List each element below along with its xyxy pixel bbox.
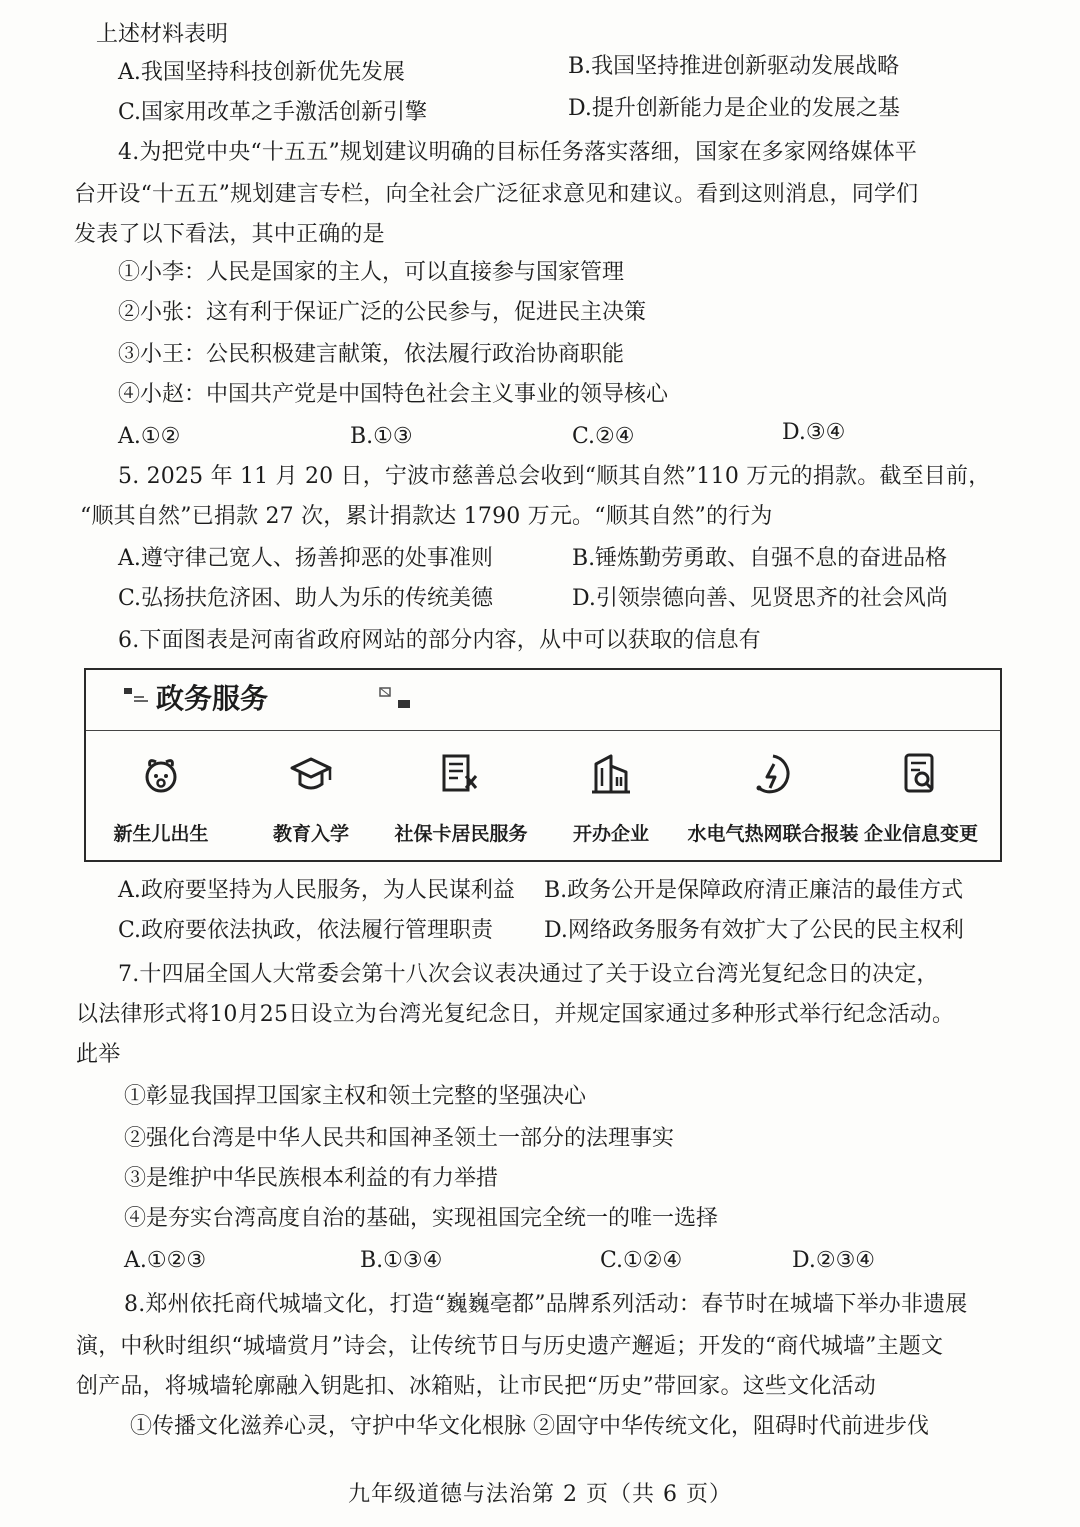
q4-statement-3: ③小王：公民积极建言献策，依法履行政治协商职能 <box>118 342 625 367</box>
q3-tail: 上述材料表明 <box>96 22 229 47</box>
q6-option-c: C.政府要依法执政，依法履行管理职责 <box>118 918 494 943</box>
q5-stem-line-2: “顺其自然”已捐款 27 次，累计捐款达 1790 万元。“顺其自然”的行为 <box>80 504 773 529</box>
q4-option-b: B.①③ <box>350 424 413 449</box>
q4-option-a: A.①② <box>118 424 181 449</box>
q4-stem-line-3: 发表了以下看法，其中正确的是 <box>74 222 385 247</box>
q7-statement-4: ④是夯实台湾高度自治的基础，实现祖国完全统一的唯一选择 <box>124 1206 719 1231</box>
service-label-utilities: 水电气热网联合报装 <box>687 823 859 845</box>
service-label-social-security: 社保卡居民服务 <box>394 823 528 845</box>
service-label-enterprise-change: 企业信息变更 <box>863 823 978 845</box>
q5-stem-line-1: 5. 2025 年 11 月 20 日，宁波市慈善总会收到“顺其自然”110 万元的捐款。截至目前， <box>118 464 991 489</box>
q6-stem: 6.下面图表是河南省政府网站的部分内容，从中可以获取的信息有 <box>118 628 761 653</box>
q6-option-d: D.网络政务服务有效扩大了公民的民主权利 <box>544 918 964 943</box>
decor-right-icon <box>378 686 414 716</box>
q7-option-d: D.②③④ <box>792 1248 876 1273</box>
q5-option-b: B.锤炼勤劳勇敢、自强不息的奋进品格 <box>572 546 948 571</box>
q8-stem-line-2: 演，中秋时组织“城墙赏月”诗会，让传统节日与历史遗产邂逅；开发的“商代城墙”主题文 <box>76 1334 944 1359</box>
q7-stem-line-2: 以法律形式将10月25日设立为台湾光复纪念日，并规定国家通过多种形式举行纪念活动。 <box>76 1002 955 1027</box>
q7-statement-2: ②强化台湾是中华人民共和国神圣领土一部分的法理事实 <box>124 1126 675 1151</box>
q5-option-c: C.弘扬扶危济困、助人为乐的传统美德 <box>118 586 494 611</box>
baby-icon <box>136 750 186 800</box>
q6-option-b: B.政务公开是保障政府清正廉洁的最佳方式 <box>544 878 964 903</box>
q4-statement-1: ①小李：人民是国家的主人，可以直接参与国家管理 <box>118 260 625 285</box>
q4-statement-2: ②小张：这有利于保证广泛的公民参与，促进民主决策 <box>118 300 647 325</box>
q4-stem-line-1: 4.为把党中央“十五五”规划建议明确的目标任务落实落细，国家在多家网络媒体平 <box>118 140 918 165</box>
q3-option-d: D.提升创新能力是企业的发展之基 <box>568 96 900 121</box>
q6-option-a: A.政府要坚持为人民服务，为人民谋利益 <box>118 878 515 903</box>
service-item-newborn[interactable] <box>86 750 236 850</box>
gov-service-panel <box>84 668 1002 862</box>
q4-stem-line-2: 台开设“十五五”规划建言专栏，向全社会广泛征求意见和建议。看到这则消息，同学们 <box>74 182 919 207</box>
q8-statements-line: ①传播文化滋养心灵，守护中华文化根脉 ②固守中华传统文化，阻碍时代前进步伐 <box>130 1414 929 1439</box>
q7-stem-line-3: 此举 <box>76 1042 121 1067</box>
service-item-social-security[interactable] <box>386 750 536 850</box>
decor-left-icon <box>122 686 152 716</box>
q4-statement-4: ④小赵：中国共产党是中国特色社会主义事业的领导核心 <box>118 382 669 407</box>
q7-option-a: A.①②③ <box>124 1248 207 1273</box>
q3-option-a: A.我国坚持科技创新优先发展 <box>118 60 405 85</box>
service-label-newborn: 新生儿出生 <box>113 823 209 845</box>
q7-option-b: B.①③④ <box>360 1248 443 1273</box>
document-search-icon <box>896 750 946 800</box>
q8-stem-line-3: 创产品，将城墙轮廓融入钥匙扣、冰箱贴，让市民把“历史”带回家。这些文化活动 <box>76 1374 876 1399</box>
page-footer: 九年级道德与法治第 2 页（共 6 页） <box>348 1482 732 1507</box>
q7-option-c: C.①②④ <box>600 1248 683 1273</box>
service-item-open-business[interactable] <box>536 750 686 850</box>
graduation-cap-icon <box>286 750 336 800</box>
gov-service-title: 政务服务 <box>156 682 269 715</box>
utility-bolt-icon <box>748 750 798 800</box>
q4-option-d: D.③④ <box>782 420 846 445</box>
gov-service-panel-header <box>86 670 1000 731</box>
q5-option-d: D.引领崇德向善、见贤思齐的社会风尚 <box>572 586 948 611</box>
service-item-education[interactable] <box>236 750 386 850</box>
q7-statement-1: ①彰显我国捍卫国家主权和领土完整的坚强决心 <box>124 1084 587 1109</box>
service-item-enterprise-change[interactable] <box>846 750 996 850</box>
q3-option-b: B.我国坚持推进创新驱动发展战略 <box>568 54 900 79</box>
q5-option-a: A.遵守律己宽人、扬善抑恶的处事准则 <box>118 546 493 571</box>
q8-stem-line-1: 8.郑州依托商代城墙文化，打造“巍巍亳都”品牌系列活动：春节时在城墙下举办非遗展 <box>124 1292 968 1317</box>
id-card-icon <box>436 750 486 800</box>
service-label-education: 教育入学 <box>272 823 349 845</box>
q4-option-c: C.②④ <box>572 424 635 449</box>
service-label-open-business: 开办企业 <box>572 823 649 845</box>
q7-stem-line-1: 7.十四届全国人大常委会第十八次会议表决通过了关于设立台湾光复纪念日的决定， <box>118 962 939 987</box>
q3-option-c: C.国家用改革之手激活创新引擎 <box>118 100 428 125</box>
building-icon <box>586 750 636 800</box>
q7-statement-3: ③是维护中华民族根本利益的有力举措 <box>124 1166 499 1191</box>
